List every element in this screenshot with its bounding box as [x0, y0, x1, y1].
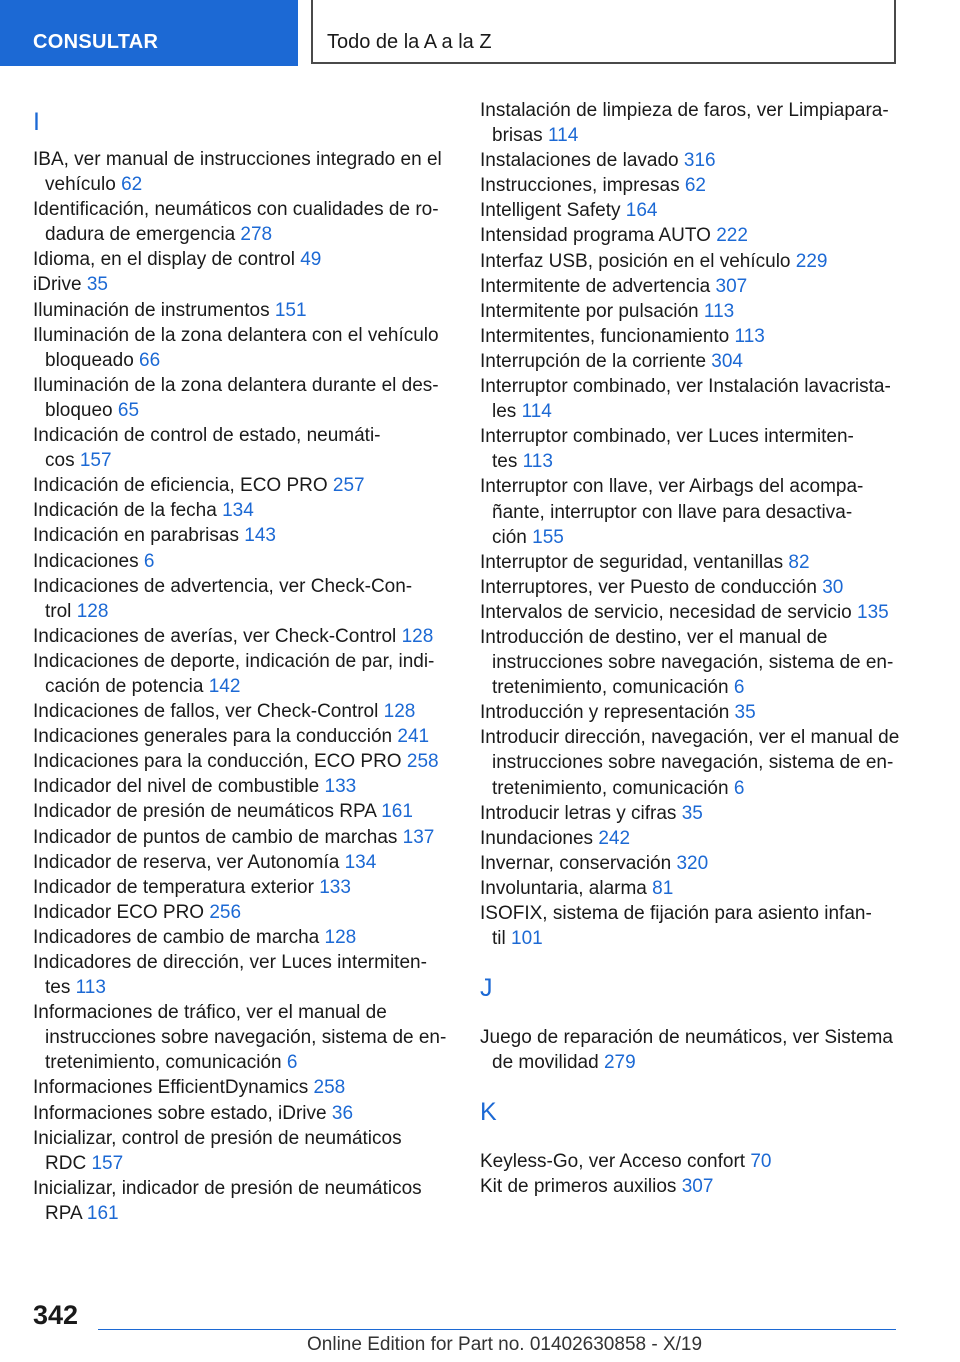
page-link[interactable]: 81	[652, 877, 674, 899]
page-link[interactable]: 151	[274, 299, 307, 321]
page-link[interactable]: 257	[332, 475, 365, 497]
index-entry: Iluminación de la zona delantera con el vehículo bloqueado 66	[33, 324, 439, 371]
index-entry: Involuntaria, alarma 81	[480, 877, 674, 899]
page-link[interactable]: 164	[625, 200, 658, 222]
index-entry: Indicador ECO PRO 256	[33, 901, 242, 923]
index-entry: Indicación en parabrisas 143	[33, 525, 276, 547]
page-link[interactable]: 307	[681, 1176, 714, 1198]
page-link[interactable]: 143	[244, 525, 276, 547]
index-column-right	[480, 98, 900, 1200]
index-entry: Invernar, conservación 320	[480, 852, 709, 874]
page-link[interactable]: 320	[676, 852, 709, 874]
page-link[interactable]: 30	[822, 576, 844, 598]
index-entry: Indicaciones de averías, ver Check-Control 128	[33, 625, 434, 647]
page-link[interactable]: 35	[734, 702, 756, 724]
chapter-tab[interactable]: Todo de la A a la Z	[311, 0, 896, 64]
page-link[interactable]: 222	[716, 225, 748, 247]
index-entry: Indicador de presión de neumáticos RPA 161	[33, 801, 413, 823]
page-link[interactable]: 82	[788, 551, 810, 573]
page-link[interactable]: 307	[715, 275, 748, 297]
index-entry: Interrupción de la corriente 304	[480, 350, 743, 372]
page-link[interactable]: 113	[703, 300, 735, 322]
page-link[interactable]: 113	[522, 451, 553, 473]
index-entry: Indicaciones generales para la conducción 241	[33, 726, 430, 748]
page-link[interactable]: 134	[344, 851, 377, 873]
index-entry: Inundaciones 242	[480, 827, 631, 849]
index-entry: Idioma, en el display de control 49	[33, 249, 322, 271]
page-link[interactable]: 133	[319, 876, 351, 898]
page-link[interactable]: 157	[79, 450, 112, 472]
page-link[interactable]: 114	[547, 125, 579, 147]
index-entry: Juego de reparación de neumáticos, ver Sistema de movilidad 279	[480, 1027, 893, 1074]
index-entry: ISOFIX, sistema de fijación para asiento infan‐ til 101	[480, 903, 872, 950]
page-link[interactable]: 304	[711, 350, 743, 372]
page-link[interactable]: 113	[734, 325, 765, 347]
index-entry: Introducir dirección, navegación, ver el manual de instrucciones sobre navegación, sistema de en‐ tretenimiento, comunicación 6	[480, 727, 900, 799]
index-entry: Instalación de limpieza de faros, ver Limpiapara‐ brisas 114	[480, 100, 889, 147]
footer-edition: Online Edition for Part no. 01402630858 - X/19	[307, 1334, 703, 1355]
index-entry: Inicializar, indicador de presión de neumáticos RPA 161	[33, 1177, 422, 1224]
page-link[interactable]: 6	[733, 677, 745, 699]
index-entry: Intermitentes, funcionamiento 113	[480, 325, 765, 347]
index-entry: Kit de primeros auxilios 307	[480, 1176, 714, 1198]
index-entry: Informaciones de tráfico, ver el manual de instrucciones sobre navegación, sistema de en‐ tretenimiento, comunicación 6	[33, 1002, 447, 1074]
page-link[interactable]: 133	[324, 776, 357, 798]
page-link[interactable]: 35	[86, 274, 108, 296]
index-entry: Inicializar, control de presión de neumáticos RDC 157	[33, 1127, 402, 1174]
page-link[interactable]: 6	[286, 1052, 298, 1074]
index-entry: Indicaciones para la conducción, ECO PRO 258	[33, 751, 439, 773]
page-header	[0, 0, 960, 66]
index-entry: Interruptor de seguridad, ventanillas 82	[480, 551, 810, 573]
index-entry: IBA, ver manual de instrucciones integrado en el vehículo 62	[33, 149, 442, 196]
index-entry: Interruptor combinado, ver Luces intermiten‐ tes 113	[480, 426, 854, 473]
index-entry: Identificación, neumáticos con cualidades de ro‐ dadura de emergencia 278	[33, 199, 439, 246]
index-entry: Intelligent Safety 164	[480, 200, 658, 222]
index-entry: Interruptor combinado, ver Instalación lavacrista‐ les 114	[480, 376, 891, 423]
page-link[interactable]: 128	[76, 600, 109, 622]
index-entry: Informaciones EfficientDynamics 258	[33, 1077, 346, 1099]
index-column-left	[33, 98, 445, 1226]
page-link[interactable]: 70	[750, 1151, 772, 1173]
page-link[interactable]: 128	[383, 701, 416, 723]
index-entry: Intervalos de servicio, necesidad de servicio 135	[480, 601, 889, 623]
page-link[interactable]: 316	[683, 150, 716, 172]
page-link[interactable]: 229	[795, 250, 828, 272]
page-number: 342	[33, 1300, 79, 1330]
index-entry: Indicaciones de deporte, indicación de par, indi‐ cación de potencia 142	[33, 650, 435, 697]
index-entry: Indicador del nivel de combustible 133	[33, 776, 357, 798]
section-tab[interactable]: CONSULTAR	[0, 0, 298, 66]
index-entry: Interfaz USB, posición en el vehículo 229	[480, 250, 828, 272]
page-link[interactable]: 65	[117, 399, 140, 421]
page-link[interactable]: 35	[681, 802, 703, 824]
index-entry: Intermitente por pulsación 113	[480, 300, 735, 322]
index-letter-heading: K	[480, 1098, 497, 1127]
page-link[interactable]: 137	[402, 826, 435, 848]
index-entry: Instalaciones de lavado 316	[480, 150, 716, 172]
index-entry: Indicación de eficiencia, ECO PRO 257	[33, 475, 365, 497]
page-link[interactable]: 114	[521, 401, 552, 423]
index-entry: Indicador de temperatura exterior 133	[33, 876, 351, 898]
index-entry: Introducción y representación 35	[480, 702, 756, 724]
index-entry: Introducción de destino, ver el manual de instrucciones sobre navegación, sistema de en‐ tretenimiento, comunicación 6	[480, 626, 894, 699]
index-entry: Instrucciones, impresas 62	[480, 175, 706, 197]
page-link[interactable]: 242	[598, 827, 631, 849]
index-entry: Iluminación de la zona delantera durante el des‐ bloqueo 65	[33, 374, 439, 421]
page-link[interactable]: 128	[324, 926, 357, 948]
page-link[interactable]: 62	[121, 174, 143, 196]
index-letter-heading: J	[480, 974, 493, 1003]
index-entry: Indicador de reserva, ver Autonomía 134	[33, 851, 377, 873]
page-link[interactable]: 157	[91, 1152, 124, 1174]
page-link[interactable]: 6	[143, 550, 155, 572]
index-entry: Intermitente de advertencia 307	[480, 275, 748, 297]
page-link[interactable]: 278	[240, 224, 273, 246]
page-link[interactable]: 258	[406, 751, 439, 773]
index-letter-heading: I	[33, 108, 40, 136]
page-link[interactable]: 36	[331, 1102, 354, 1124]
page-link[interactable]: 135	[857, 601, 889, 623]
index-entry: Indicadores de dirección, ver Luces intermiten‐ tes 113	[33, 952, 427, 999]
page-link[interactable]: 258	[313, 1077, 346, 1099]
index-entry: Indicación de control de estado, neumáti‐ cos 157	[33, 425, 381, 472]
page-link[interactable]: 128	[401, 625, 434, 647]
page-link[interactable]: 62	[684, 175, 706, 197]
index-entry: Indicación de la fecha 134	[33, 500, 254, 522]
index-entry: Introducir letras y cifras 35	[480, 802, 703, 824]
page-link[interactable]: 241	[397, 726, 430, 748]
page-link[interactable]: 256	[209, 901, 242, 923]
index-entry: Intensidad programa AUTO 222	[480, 225, 748, 247]
index-entry: Interruptores, ver Puesto de conducción 30	[480, 576, 844, 598]
page-link[interactable]: 101	[511, 928, 543, 950]
page-link[interactable]: 113	[75, 977, 106, 999]
index-entry: Keyless-Go, ver Acceso confort 70	[480, 1151, 772, 1173]
page-link[interactable]: 49	[300, 249, 322, 271]
page-link[interactable]: 279	[603, 1052, 636, 1074]
index-entry: Indicaciones de fallos, ver Check-Control 128	[33, 701, 416, 723]
index-entry: Indicaciones 6	[33, 550, 155, 572]
page-link[interactable]: 155	[532, 526, 564, 548]
index-entry: Informaciones sobre estado, iDrive 36	[33, 1102, 354, 1124]
page-link[interactable]: 66	[139, 349, 161, 371]
page-link[interactable]: 6	[733, 777, 745, 799]
index-entry: iDrive 35	[33, 274, 108, 296]
footer-divider	[98, 1329, 896, 1330]
index-entry: Indicador de puntos de cambio de marchas 137	[33, 826, 435, 848]
index-entry: Indicaciones de advertencia, ver Check-Con‐ trol 128	[33, 575, 413, 622]
page-link[interactable]: 161	[86, 1202, 119, 1224]
page-link[interactable]: 161	[381, 801, 413, 823]
index-entry: Indicadores de cambio de marcha 128	[33, 926, 357, 948]
page-link[interactable]: 134	[222, 500, 254, 522]
page-link[interactable]: 142	[208, 675, 241, 697]
index-entry: Interruptor con llave, ver Airbags del acompa‐ ñante, interruptor con llave para desactiva‐ ción 155	[480, 476, 864, 548]
index-entry: Iluminación de instrumentos 151	[33, 299, 307, 321]
